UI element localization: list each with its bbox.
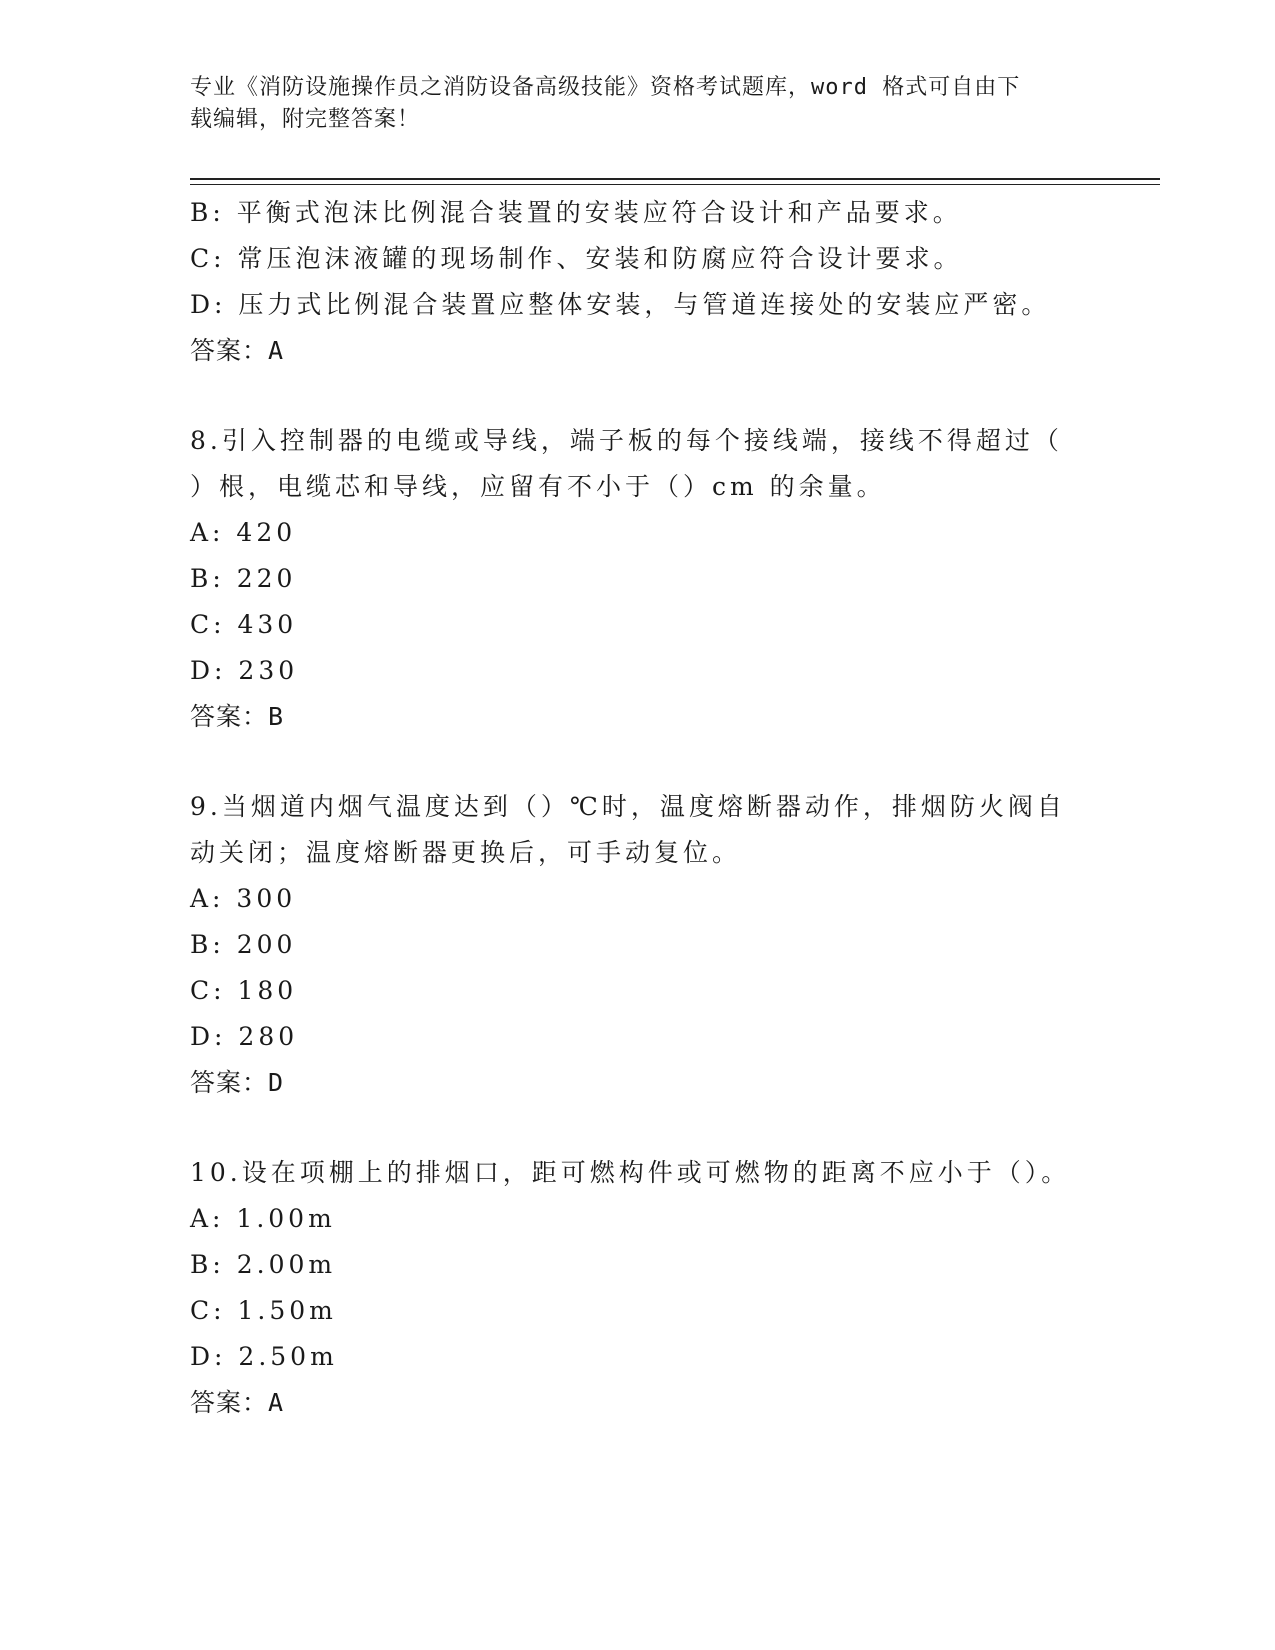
option-c: C: 常压泡沫液罐的现场制作、安装和防腐应符合设计要求。 [190, 244, 963, 273]
option-d: D: 2.50m [190, 1342, 338, 1371]
option-a: A: 420 [190, 518, 297, 547]
option-b: B: 2.00m [190, 1250, 337, 1279]
answer-line [190, 1380, 1090, 1426]
option-b: B: 平衡式泡沫比例混合装置的安装应符合设计和产品要求。 [190, 198, 962, 227]
option-c: C: 1.50m [190, 1296, 337, 1325]
answer-line [190, 1060, 1090, 1106]
option-b: B: 220 [190, 564, 297, 593]
header-divider-thick [190, 178, 1160, 180]
option-a: A: 1.00m [190, 1204, 336, 1233]
header-line-1: 专业《消防设施操作员之消防设备高级技能》资格考试题库，word 格式可自由下 [190, 75, 1021, 100]
question-list [190, 190, 1090, 1426]
answer-line [190, 328, 1090, 374]
question-text-line: ）根，电缆芯和导线，应留有不小于（）cm 的余量。 [190, 472, 886, 501]
answer-label: 答案： [190, 702, 269, 731]
answer-label: 答案： [190, 336, 269, 365]
option-d: D: 230 [190, 656, 299, 685]
answer-label: 答案： [190, 1388, 269, 1417]
answer-value: A [268, 1388, 285, 1417]
option-c: C: 180 [190, 976, 298, 1005]
question-block-10 [190, 1150, 1090, 1426]
question-block-9 [190, 784, 1090, 1106]
document-header [190, 72, 1090, 136]
question-block-8 [190, 418, 1090, 740]
answer-label: 答案： [190, 1068, 269, 1097]
question-block-prev [190, 190, 1090, 374]
question-text-line: 10.设在项棚上的排烟口，距可燃构件或可燃物的距离不应小于（）。 [190, 1158, 1071, 1187]
header-line-2: 载编辑，附完整答案！ [190, 107, 421, 132]
question-text-line: 8.引入控制器的电缆或导线，端子板的每个接线端，接线不得超过（ [190, 426, 1063, 455]
question-text-line: 9.当烟道内烟气温度达到（）℃时，温度熔断器动作，排烟防火阀自 [190, 792, 1066, 821]
option-d: D: 280 [190, 1022, 299, 1051]
option-a: A: 300 [190, 884, 297, 913]
header-divider-thin [190, 184, 1160, 185]
answer-value: B [268, 702, 285, 731]
answer-line [190, 694, 1090, 740]
option-c: C: 430 [190, 610, 298, 639]
option-d: D: 压力式比例混合装置应整体安装，与管道连接处的安装应严密。 [190, 290, 1051, 319]
answer-value: D [268, 1068, 285, 1097]
answer-value: A [268, 336, 285, 365]
question-text-line: 动关闭；温度熔断器更换后，可手动复位。 [190, 838, 742, 867]
option-b: B: 200 [190, 930, 297, 959]
